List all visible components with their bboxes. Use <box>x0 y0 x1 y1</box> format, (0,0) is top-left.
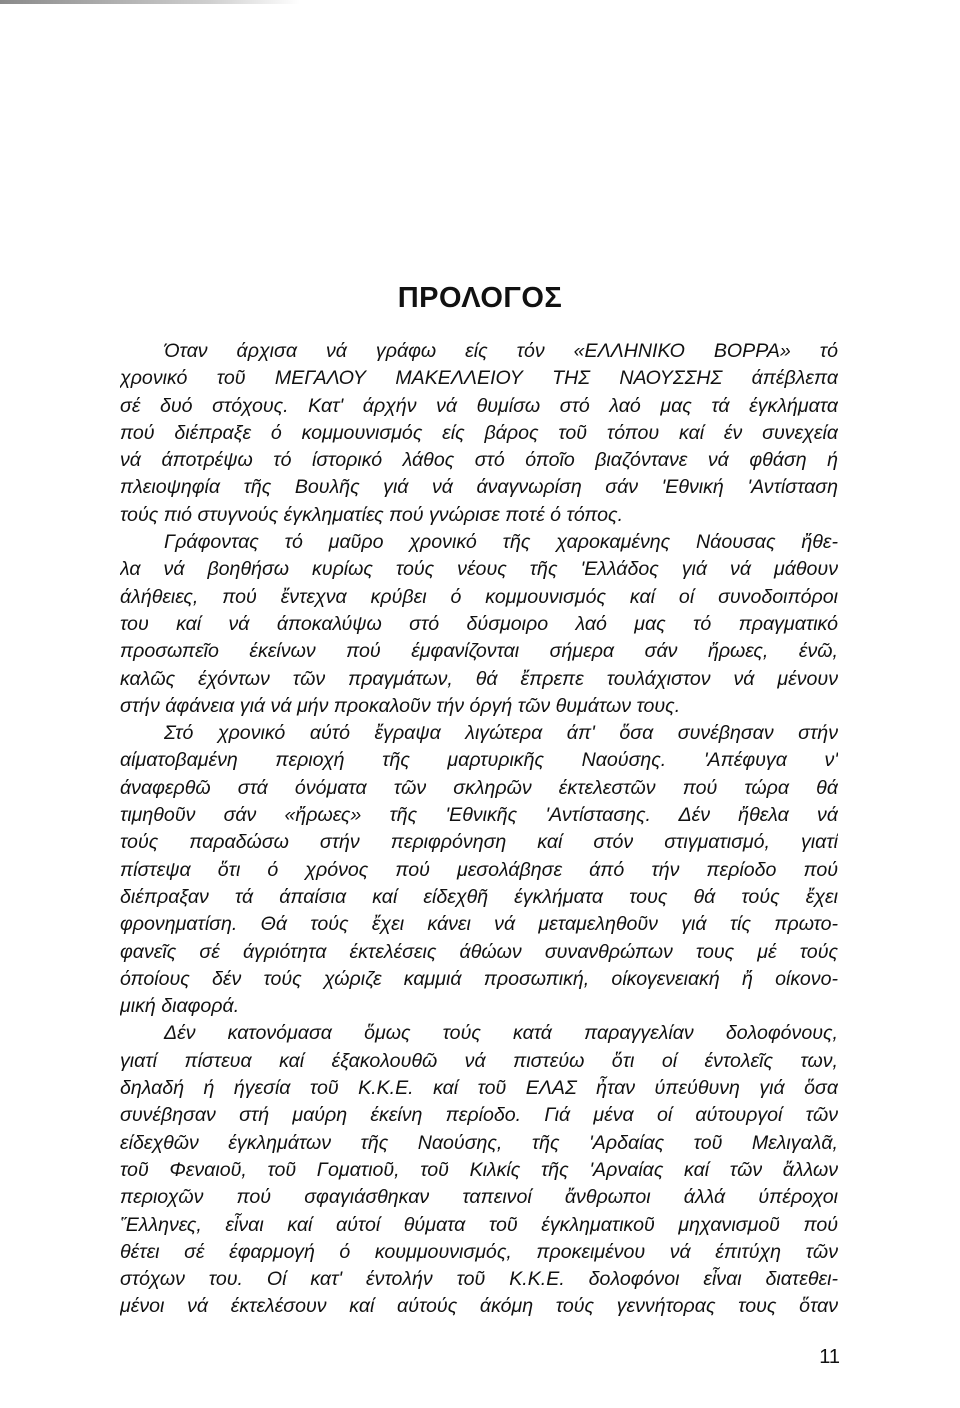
text-line: Στό χρονικό αύτό ἔγραψα λιγώτερα άπ' ὅσα συνέβησαν στήν <box>164 722 838 745</box>
text-line: στόχων του. Οί κατ' έντολήν τοῦ Κ.Κ.Ε. δολοφόνοι εἶναι διατεθει- <box>120 1268 838 1291</box>
text-line: Ἕλληνες, εἶναι καί αύτοί θύματα τοῦ έγκληματικοῦ μηχανισμοῦ πού <box>120 1213 838 1236</box>
text-line: τιμηθοῦν σάν «ἤρωες» τῆς 'Εθνικῆς 'Αντίστασης. Δέν ἤθελα νά <box>120 804 838 827</box>
text-line: καλῶς έχόντων τῶν πραγμάτων, θά ἔπρεπε τουλάχιστον νά μένουν <box>120 667 838 690</box>
text-line: φρονηματίση. Θά τούς ἔχει κάνει νά μεταμεληθοῦν γιά τίς πρωτο- <box>120 913 838 936</box>
text-line: Γράφοντας τό μαῦρο χρονικό τῆς χαροκαμένης Νάουσας ἤθε- <box>164 531 838 554</box>
text-line: πλειοψηφία τῆς Βουλῆς γιά νά άναγνωρίση σάν 'Εθνική 'Αντίσταση <box>120 476 838 499</box>
text-line: όποίους δέν τούς χώριζε καμμιά προσωπική, οίκογενειακή ἤ οίκονο- <box>120 967 838 990</box>
text-line: άναφερθῶ στά όνόματα τῶν σκληρῶν έκτελεστῶν πού τώρα θά <box>120 776 838 799</box>
text-line: συνέβησαν στή μαύρη έκείνη περίοδο. Γιά μένα οί αύτουργοί τῶν <box>120 1104 838 1127</box>
text-line: στήν άφάνεια γιά νά μήν προκαλοῦν τήν όργή τῶν θυμάτων τους. <box>120 694 681 717</box>
text-line: Δέν κατονόμασα ὅμως τούς κατά παραγγελίαν δολοφόνους, <box>164 1022 838 1045</box>
text-line: είδεχθῶν έγκλημάτων τῆς Ναούσης, τῆς 'Αρδαίας τοῦ Μελιγαλᾶ, <box>120 1131 838 1154</box>
text-line: αίματοβαμένη περιοχή τῆς μαρτυρικῆς Ναούσης. 'Απέφυγα ν' <box>120 749 838 772</box>
text-line: νά άποτρέψω τό ίστορικό λάθος στό όποῖο βιαζόντανε νά φθάση ή <box>120 449 838 472</box>
text-line: μική διαφορά. <box>120 995 240 1018</box>
text-line: τούς παραδώσω στήν περιφρόνηση καί στόν στιγματισμό, γιατί <box>120 831 838 854</box>
text-line: διέπραξαν τά άπαίσια καί είδεχθῆ έγκλήματα τους θά τούς ἔχει <box>120 885 838 908</box>
text-line: πίστεψα ὅτι ό χρόνος πού μεσολάβησε άπό τήν περίοδο πού <box>120 858 838 881</box>
text-line: δηλαδή ή ήγεσία τοῦ Κ.Κ.Ε. καί τοῦ ΕΛΑΣ ἦταν ύπεύθυνη γιά ὅσα <box>120 1077 838 1100</box>
page-title: ΠΡΟΛΟΓΟΣ <box>397 282 563 314</box>
text-line: προσωπεῖο έκείνων πού έμφανίζονται σήμερα σάν ἤρωες, ένῶ, <box>120 640 838 663</box>
text-line: σέ δυό στόχους. Κατ' άρχήν νά θυμίσω στό λαό μας τά έγκλήματα <box>120 394 838 417</box>
text-line: γιατί πίστευα καί έξακολουθῶ νά πιστεύω ὅτι οί έντολεῖς των, <box>120 1049 838 1072</box>
text-line: τοῦ Φεναιοῦ, τοῦ Γοματιοῦ, τοῦ Κιλκίς τῆς 'Αρναίας καί τῶν ἄλλων <box>120 1158 838 1181</box>
text-line: πού διέπραξε ό κομμουνισμός είς βάρος τοῦ τόπου καί έν συνεχεία <box>120 421 838 444</box>
text-line: μένοι νά έκτελέσουν καί αύτούς άκόμη τούς γεννήτορας τους ὅταν <box>120 1295 838 1318</box>
text-line: θέτει σέ έφαρμογή ό κουμμουνισμός, προκειμένου νά έπιτύχη τῶν <box>120 1240 838 1263</box>
text-line: άλήθειες, πού ἔντεχνα κρύβει ό κομμουνισμός καί οί συνοδοιπόροι <box>120 585 838 608</box>
text-line: Όταν άρχισα νά γράφω είς τόν «ΕΛΛΗΝΙΚΟ ΒΟΡΡΑ» τό <box>164 340 838 362</box>
text-line: φανεῖς σέ άγριότητα έκτελέσεις άθώων συνανθρώπων τους μέ τούς <box>120 940 838 963</box>
text-line: του καί νά άποκαλύψω στό δύσμοιρο λαό μας τό πραγματικό <box>120 612 838 635</box>
preface-body <box>120 338 838 1321</box>
text-line: χρονικό τοῦ ΜΕΓΑΛΟΥ ΜΑΚΕΛΛΕΙΟΥ ΤΗΣ ΝΑΟΥΣΣΗΣ άπέβλεπα <box>120 367 838 390</box>
text-line: περιοχῶν πού σφαγιάσθηκαν ταπεινοί ἄνθρωποι άλλά ύπέροχοι <box>120 1186 838 1209</box>
page-number: 11 <box>819 1346 840 1368</box>
text-line: τούς πιό στυγνούς έγκληματίες πού γνώρισε ποτέ ό τόπος. <box>120 503 624 526</box>
text-line: λα νά βοηθήσω κυρίως τούς νέους τῆς 'Ελλάδος γιά νά μάθουν <box>120 558 838 581</box>
